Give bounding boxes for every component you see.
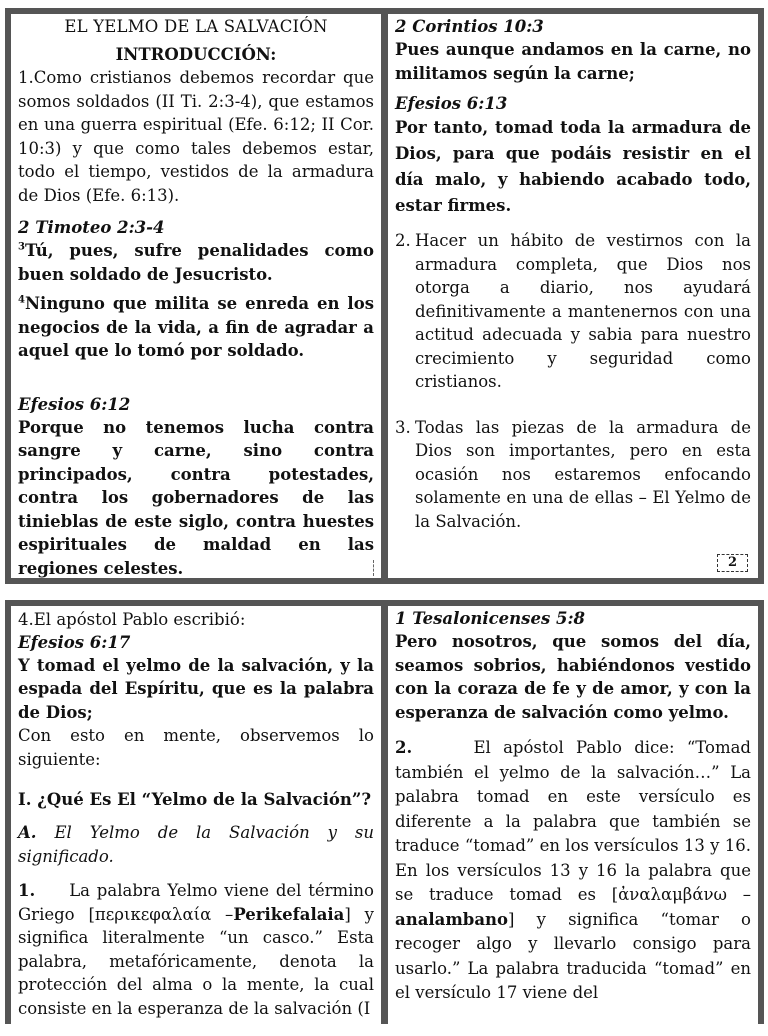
point-number: 3.: [395, 417, 411, 437]
verse-17: Y tomad el yelmo de la salvación, y la espada del Espíritu, que es la palabra de Dios;: [18, 655, 374, 722]
point-1: [18, 879, 374, 1020]
page-1-left-column: [11, 14, 381, 578]
document-title: EL YELMO DE LA SALVACIÓN: [64, 17, 328, 36]
scripture-reference: 2 Timoteo 2:3-4: [18, 218, 165, 237]
point-text: Hacer un hábito de vestirnos con la armadura completa, que Dios nos otorga a diario, nos ayudará definitivamente a mantenernos con una actitud adecuada y sabia para nuestro crecimiento y seguridad como cristianos.: [415, 231, 751, 391]
point-2: [395, 736, 751, 1006]
page-2-left-column: [11, 606, 381, 1036]
intro-point-1: [18, 66, 374, 207]
point-number: 4.: [18, 610, 34, 629]
scripture-reference: 2 Corintios 10:3: [395, 17, 544, 36]
point-text: La palabra Yelmo viene del término Griego [περικεφαλαία –: [18, 881, 374, 924]
scripture-reference: Efesios 6:12: [18, 394, 131, 414]
verse-number: 4: [18, 294, 25, 306]
verse-text: Tú, pues, sufre penalidades como buen soldado de Jesucristo.: [18, 241, 374, 284]
point-text: El apóstol Pablo dice: “Tomad también el yelmo de la salvación…” La palabra tomad en este versículo es diferente a la palabra que también se traduce “tomad” en los versículos 13 y 16. En los versículos 13 y 16 la palabra que se traduce tomad es [ἀναλαμβάνω –: [395, 738, 751, 904]
subsection-text: El Yelmo de la Salvación y su significado.: [18, 823, 374, 866]
page-1-right-column: [388, 14, 758, 578]
subsection-letter: A.: [18, 823, 37, 842]
verse-number: 3: [18, 241, 25, 253]
point-number: 2.: [395, 738, 413, 757]
point-text: ] y significa “tomar o recoger algo y llevarlo consigo para usarlo.” La palabra traducida “tomad” en el versículo 17 viene del: [395, 909, 751, 1002]
scripture-reference: Efesios 6:17: [18, 632, 131, 652]
point-text: ] y significa literalmente “un casco.” Esta palabra, metafóricamente, denota la protección del alma o la mente, la cual consiste en la esperanza de la salvación (I: [18, 904, 374, 1018]
scripture-reference: Efesios 6:13: [395, 94, 508, 113]
page-number: 2: [717, 554, 748, 572]
verse-12: Porque no tenemos lucha contra sangre y carne, sino contra principados, contra potestades, contra los gobernadores de las tinieblas de este siglo, contra huestes espirituales de maldad en las regiones celestes.: [18, 417, 374, 578]
point-number: 2.: [395, 231, 411, 250]
section-heading: I. ¿Qué Es El “Yelmo de la Salvación”?: [18, 790, 372, 809]
page-2-right-column: [388, 606, 758, 1036]
verse-4: [18, 292, 374, 363]
point-2: [395, 229, 751, 394]
verse-text: Pues aunque andamos en la carne, no militamos según la carne;: [395, 40, 751, 83]
point-4: [18, 608, 374, 632]
point-3: [395, 416, 751, 534]
greek-term: analambano: [395, 909, 509, 929]
verse-text: Por tanto, tomad toda la armadura de Dios, para que podáis resistir en el día malo, y habiendo acabado todo, estar firmes.: [395, 118, 751, 215]
point-text: El apóstol Pablo escribió:: [33, 610, 246, 629]
point-number: 1.: [18, 881, 36, 900]
scripture-reference: 1 Tesalonicenses 5:8: [395, 609, 586, 628]
page-1: [5, 8, 764, 584]
verse-8: Pero nosotros, que somos del día, seamos sobrios, habiéndonos vestido con la coraza de fe y de amor, y con la esperanza de salvación como yelmo.: [395, 632, 751, 722]
intro-heading: INTRODUCCIÓN:: [115, 45, 277, 64]
greek-term: Perikefalaia: [233, 904, 345, 924]
point-text: Todas las piezas de la armadura de Dios son importantes, pero en esta ocasión nos estaremos enfocando solamente en una de ellas – El Yelmo de la Salvación.: [415, 417, 751, 531]
paragraph: Con esto en mente, observemos lo siguiente:: [18, 726, 374, 769]
page-2: [5, 600, 764, 1024]
subsection-heading: [18, 821, 374, 869]
point-text: Como cristianos debemos recordar que somos soldados (II Ti. 2:3-4), que estamos en una guerra espiritual (Efe. 6:12; II Cor. 10:3) y que como tales debemos estar, todo el tiempo, vestidos de la armadura de Dios (Efe. 6:13).: [18, 68, 374, 205]
verse-text: Ninguno que milita se enreda en los negocios de la vida, a fin de agradar a aquel que lo tomó por soldado.: [18, 294, 374, 360]
verse-3: [18, 239, 374, 286]
dashed-margin-marker: [373, 560, 374, 576]
point-number: 1.: [18, 68, 34, 87]
